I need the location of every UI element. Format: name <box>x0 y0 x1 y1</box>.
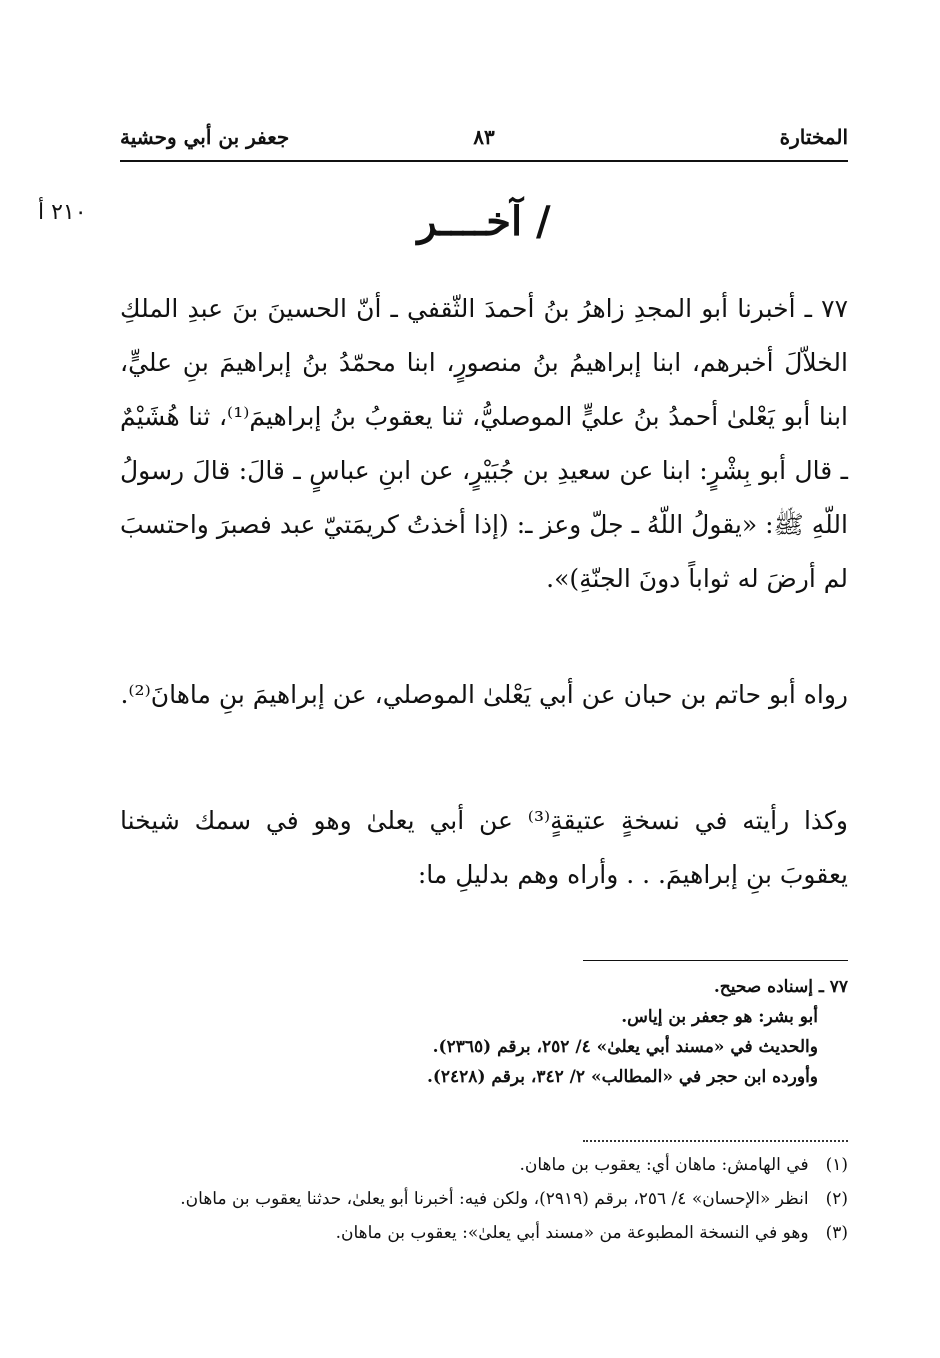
footnote-item <box>120 1150 848 1180</box>
page-number: ٨٣ <box>473 125 495 149</box>
footnotes <box>120 1150 848 1252</box>
commentary-line: ٧٧ ـ إسناده صحيح. <box>713 977 848 997</box>
commentary-line: أبو بشر: هو جعفر بن إياس. <box>621 1007 818 1027</box>
footnote-number: (٣) <box>825 1223 848 1243</box>
narration-paragraph: رواه أبو حاتم بن حبان عن أبي يَعْلىٰ الموصلي، عن إبراهيمَ بنِ ماهانَ⁽²⁾. <box>120 680 848 709</box>
commentary-line: وأورده ابن حجر في «المطالب» ٢/ ٣٤٢، برقم (٢٤٢٨). <box>426 1067 818 1087</box>
manuscript-folio-note: ٢١٠ أ <box>38 200 87 225</box>
footnote-item <box>120 1184 848 1214</box>
footnote-divider <box>583 960 848 961</box>
footnote-dotted-divider <box>583 1140 848 1142</box>
footnote-number: (١) <box>825 1155 848 1175</box>
footnote-item <box>120 1218 848 1248</box>
section-title: / آخــــر <box>417 198 551 245</box>
footnote-text: وهو في النسخة المطبوعة من «مسند أبي يعلىٰ»: يعقوب بن ماهان. <box>335 1223 809 1243</box>
header-book-title: المختارة <box>779 125 848 149</box>
footnote-number: (٢) <box>825 1189 848 1209</box>
hadith-paragraph: ٧٧ ـ أخبرنا أبو المجدِ زاهرُ بنُ أحمدَ الثّقفي ـ أنّ الحسينَ بنَ عبدِ الملكِ الخلاّلَ أخبرهم، ابنا إبراهيمُ بنُ منصورٍ، ابنا محمّدُ بنُ إبراهيمَ بنِ عليٍّ، ابنا أبو يَعْلىٰ أحمدُ بنُ عليٍّ الموصليُّ، ثنا يعقوبُ بنُ إبراهيمَ⁽¹⁾، ثنا هُشَيْمٌ ـ قال أبو بِشْرٍ: ابنا عن سعيدِ بن جُبَيْرٍ، عن ابنِ عباسٍ ـ قالَ: قالَ رسولُ اللّهِ ﷺ: «يقولُ اللّهُ ـ جلّ وعز ـ: (إذا أخذتُ كريمَتيّ عبد فصبرَ واحتسبَ لم أرضَ له ثواباً دونَ الجنّةِ)». <box>120 294 848 593</box>
header-rule <box>120 160 848 162</box>
running-header <box>120 125 848 155</box>
header-chapter-title: جعفر بن أبي وحشية <box>120 125 290 149</box>
hadith-commentary <box>300 972 848 1092</box>
manuscript-paragraph: وكذا رأيته في نسخةٍ عتيقةٍ⁽³⁾ عن أبي يعلىٰ وهو في سمك شيخنا يعقوبَ بنِ إبراهيمَ. . . وأراه وهم بدليلِ ما: <box>120 806 849 889</box>
commentary-line: والحديث في «مسند أبي يعلىٰ» ٤/ ٢٥٢، برقم (٢٣٦٥). <box>432 1037 818 1057</box>
footnote-text: في الهامش: ماهان أي: يعقوب بن ماهان. <box>519 1155 809 1175</box>
footnote-text: انظر «الإحسان» ٤/ ٢٥٦، برقم (٢٩١٩)، ولكن فيه: أخبرنا أبو يعلىٰ، حدثنا يعقوب بن ماهان. <box>180 1189 809 1209</box>
